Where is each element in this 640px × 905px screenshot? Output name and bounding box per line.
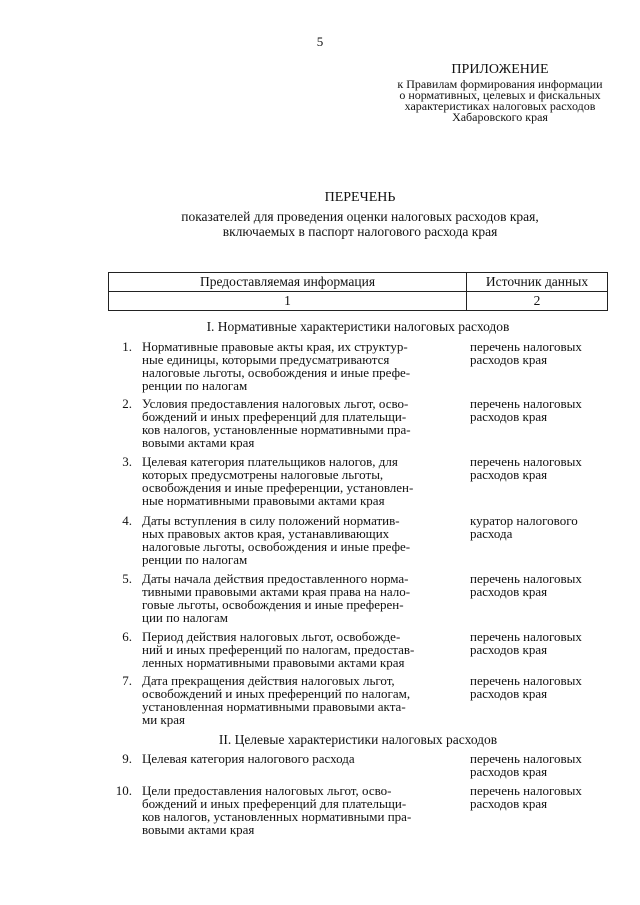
row-source — [470, 514, 610, 540]
src-line: расходов края — [470, 764, 548, 779]
desc-line: Цели предоставления налоговых льгот, осво- — [142, 783, 392, 798]
row-description — [142, 340, 464, 392]
src-line: куратор налогового — [470, 513, 578, 528]
desc-line: вовыми актами края — [142, 822, 255, 837]
row-description — [142, 572, 464, 624]
desc-line: тивными правовыми актами края права на нало- — [142, 584, 411, 599]
desc-line: Даты вступления в силу положений норматив- — [142, 513, 400, 528]
src-line: перечень налоговых — [470, 571, 582, 586]
desc-line: ми края — [142, 712, 185, 727]
row-number: 10. — [115, 783, 132, 798]
col-number-1: 1 — [109, 292, 467, 311]
src-line: перечень налоговых — [470, 454, 582, 469]
appendix-line: характеристиках налоговых расходов — [404, 99, 596, 113]
desc-line: бождений и иных преференций для плательщи- — [142, 409, 407, 424]
src-line: расхода — [470, 526, 513, 541]
row-description — [142, 397, 464, 449]
row-description — [142, 784, 464, 836]
row-number: 1. — [122, 339, 132, 354]
row-source — [470, 397, 610, 423]
document-title: ПЕРЕЧЕНЬ — [324, 190, 396, 205]
appendix-line: Хабаровского края — [452, 110, 548, 124]
row-source — [470, 572, 610, 598]
desc-line: Нормативные правовые акты края, их структур- — [142, 339, 408, 354]
subtitle-line: показателей для проведения оценки налоговых расходов края, — [181, 209, 539, 224]
desc-line: ренции по налогам — [142, 552, 248, 567]
desc-line: Условия предоставления налоговых льгот, осво- — [142, 396, 409, 411]
appendix-title: ПРИЛОЖЕНИЕ — [451, 62, 549, 77]
section-title: II. Целевые характеристики налоговых расходов — [218, 732, 498, 747]
row-source — [470, 784, 610, 810]
desc-line: ков налогов, установленные нормативными пра- — [142, 422, 411, 437]
desc-line: ков налогов, установленных нормативными пра- — [142, 809, 412, 824]
desc-line: ции по налогам — [142, 610, 228, 625]
desc-line: налоговые льготы, освобождения и иные префе- — [142, 539, 411, 554]
row-number: 5. — [122, 571, 132, 586]
desc-line: освобождений и иных преференций по налогам, — [142, 686, 411, 701]
desc-line: Период действия налоговых льгот, освобожде- — [142, 629, 401, 644]
appendix-line: о нормативных, целевых и фискальных — [399, 88, 601, 102]
desc-line: ленных нормативными правовыми актами края — [142, 655, 405, 670]
appendix-block — [380, 62, 620, 123]
src-line: перечень налоговых — [470, 339, 582, 354]
row-source — [470, 752, 610, 778]
desc-line: говые льготы, освобождения и иные преферен- — [142, 597, 404, 612]
desc-line: Дата прекращения действия налоговых льгот, — [142, 673, 395, 688]
header-table — [108, 272, 608, 311]
src-line: перечень налоговых — [470, 629, 582, 644]
row-number: 3. — [122, 454, 132, 469]
row-description — [142, 674, 464, 726]
row-source — [470, 340, 610, 366]
desc-line: Даты начала действия предоставленного норма- — [142, 571, 409, 586]
page-number: 5 — [316, 34, 324, 49]
row-description — [142, 514, 464, 566]
src-line: расходов края — [470, 642, 548, 657]
desc-line: ных правовых актов края, устанавливающих — [142, 526, 390, 541]
desc-line: которых предусмотрены налоговые льготы, — [142, 467, 384, 482]
desc-line: ные единицы, которыми предусматриваются — [142, 352, 390, 367]
desc-line: освобождения и иные преференции, установлен- — [142, 480, 414, 495]
row-source — [470, 630, 610, 656]
row-number: 9. — [122, 751, 132, 766]
row-description — [142, 630, 464, 669]
src-line: расходов края — [470, 584, 548, 599]
src-line: расходов края — [470, 352, 548, 367]
subtitle-line: включаемых в паспорт налогового расхода края — [222, 224, 498, 239]
src-line: расходов края — [470, 796, 548, 811]
desc-line: ные нормативными правовыми актами края — [142, 493, 385, 508]
row-description — [142, 752, 464, 765]
desc-line: Целевая категория налогового расхода — [142, 751, 355, 766]
row-description — [142, 455, 464, 507]
desc-line: налоговые льготы, освобождения и иные префе- — [142, 365, 411, 380]
desc-line: Целевая категория плательщиков налогов, для — [142, 454, 398, 469]
desc-line: вовыми актами края — [142, 435, 255, 450]
src-line: расходов края — [470, 686, 548, 701]
desc-line: ний и иных преференций по налогам, предостав- — [142, 642, 415, 657]
row-number: 4. — [122, 513, 132, 528]
desc-line: бождений и иных преференций для плательщи- — [142, 796, 407, 811]
src-line: перечень налоговых — [470, 751, 582, 766]
row-source — [470, 674, 610, 700]
row-number: 6. — [122, 629, 132, 644]
row-number: 2. — [122, 396, 132, 411]
src-line: расходов края — [470, 409, 548, 424]
src-line: перечень налоговых — [470, 673, 582, 688]
header-info: Предоставляемая информация — [109, 273, 467, 292]
src-line: перечень налоговых — [470, 396, 582, 411]
header-source: Источник данных — [467, 273, 608, 292]
row-number: 7. — [122, 673, 132, 688]
section-title: I. Нормативные характеристики налоговых расходов — [206, 319, 510, 334]
col-number-2: 2 — [467, 292, 608, 311]
document-subtitle — [0, 209, 640, 239]
src-line: расходов края — [470, 467, 548, 482]
row-source — [470, 455, 610, 481]
desc-line: ренции по налогам — [142, 378, 248, 393]
appendix-line: к Правилам формирования информации — [397, 77, 603, 91]
desc-line: установленная нормативными правовыми акта- — [142, 699, 406, 714]
src-line: перечень налоговых — [470, 783, 582, 798]
